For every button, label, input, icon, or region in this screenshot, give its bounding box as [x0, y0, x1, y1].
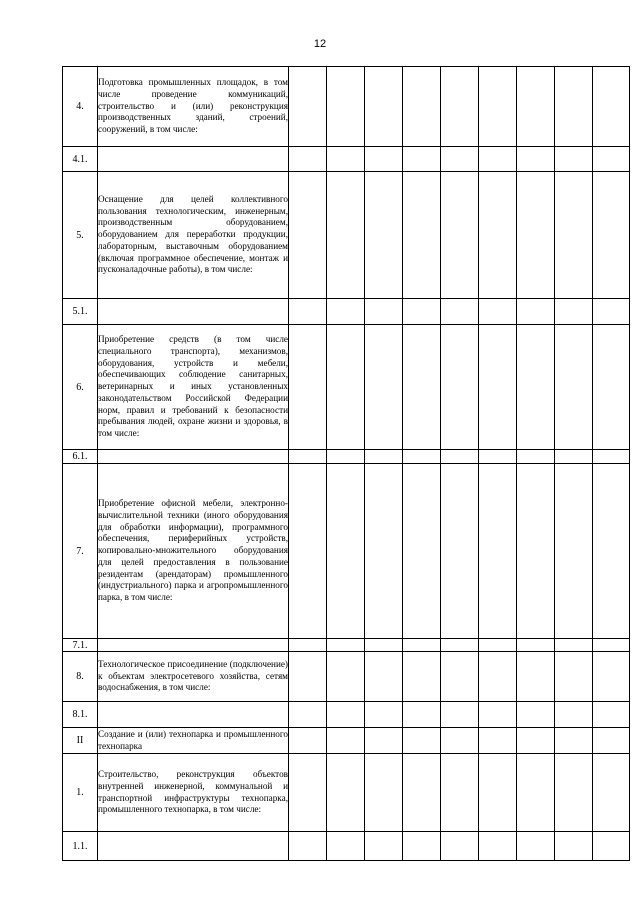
empty-cell: [403, 728, 441, 754]
empty-cell: [365, 172, 403, 299]
empty-cell: [365, 147, 403, 172]
empty-cell: [365, 728, 403, 754]
row-number: 6.: [63, 325, 98, 450]
empty-cell: [517, 702, 555, 728]
empty-cell: [289, 172, 327, 299]
table-row: [63, 832, 630, 861]
empty-cell: [517, 299, 555, 325]
row-number: 8.: [63, 652, 98, 702]
empty-cell: [517, 832, 555, 861]
row-number: 8.1.: [63, 702, 98, 728]
empty-cell: [555, 702, 593, 728]
empty-cell: [327, 832, 365, 861]
row-number: 1.: [63, 754, 98, 832]
table-row: [63, 299, 630, 325]
empty-cell: [289, 147, 327, 172]
empty-cell: [555, 464, 593, 639]
row-description: Подготовка промышленных площадок, в том числе проведение коммуникаций, строительство и (или) реконструкция производственных зданий, строений, сооружений, в том числе:: [98, 67, 289, 147]
empty-cell: [327, 639, 365, 652]
empty-cell: [403, 464, 441, 639]
empty-cell: [517, 754, 555, 832]
table-row: [63, 325, 630, 450]
empty-cell: [517, 450, 555, 464]
empty-cell: [441, 67, 479, 147]
empty-cell: [593, 325, 630, 450]
empty-cell: [593, 147, 630, 172]
empty-cell: [403, 652, 441, 702]
row-number: 1.1.: [63, 832, 98, 861]
empty-cell: [555, 754, 593, 832]
empty-cell: [479, 652, 517, 702]
empty-cell: [289, 702, 327, 728]
empty-cell: [555, 832, 593, 861]
empty-cell: [593, 464, 630, 639]
empty-cell: [593, 299, 630, 325]
empty-cell: [441, 464, 479, 639]
table-row: [63, 652, 630, 702]
empty-cell: [555, 652, 593, 702]
table-row: [63, 639, 630, 652]
empty-cell: [403, 702, 441, 728]
empty-cell: [289, 299, 327, 325]
empty-cell: [593, 67, 630, 147]
empty-cell: [555, 450, 593, 464]
empty-cell: [289, 464, 327, 639]
empty-cell: [327, 754, 365, 832]
table-row: [63, 147, 630, 172]
empty-cell: [327, 299, 365, 325]
empty-cell: [403, 325, 441, 450]
empty-cell: [555, 67, 593, 147]
row-description: Технологическое присоединение (подключение) к объектам электросетевого хозяйства, сетям водоснабжения, в том числе:: [98, 652, 289, 702]
empty-cell: [441, 299, 479, 325]
empty-cell: [555, 299, 593, 325]
empty-cell: [327, 450, 365, 464]
empty-cell: [403, 639, 441, 652]
row-number: 5.1.: [63, 299, 98, 325]
empty-cell: [479, 450, 517, 464]
empty-cell: [365, 464, 403, 639]
empty-cell: [289, 754, 327, 832]
row-description: Строительство, реконструкция объектов внутренней инженерной, коммунальной и транспортной инфраструктуры технопарка, промышленного технопарка, в том числе:: [98, 754, 289, 832]
empty-cell: [517, 172, 555, 299]
row-description: [98, 639, 289, 652]
empty-cell: [517, 639, 555, 652]
empty-cell: [555, 728, 593, 754]
empty-cell: [441, 450, 479, 464]
row-description: [98, 832, 289, 861]
page-number: 12: [313, 38, 327, 50]
table-row: [63, 464, 630, 639]
empty-cell: [327, 325, 365, 450]
row-description: Приобретение офисной мебели, электронно-вычислительной техники (иного оборудования для обработки информации), программного обеспечения, периферийных устройств, копировально-множительного оборудования для целей предоставления в пользование резидентам (арендаторам) промышленного (индустриального) парка и агропромышленного парка, в том числе:: [98, 464, 289, 639]
empty-cell: [555, 147, 593, 172]
empty-cell: [327, 702, 365, 728]
empty-cell: [365, 652, 403, 702]
empty-cell: [289, 639, 327, 652]
empty-cell: [403, 147, 441, 172]
empty-cell: [327, 67, 365, 147]
empty-cell: [365, 325, 403, 450]
empty-cell: [403, 67, 441, 147]
row-number: 5.: [63, 172, 98, 299]
table-row: [63, 67, 630, 147]
row-description: [98, 299, 289, 325]
empty-cell: [555, 639, 593, 652]
empty-cell: [441, 325, 479, 450]
table-row: [63, 728, 630, 754]
empty-cell: [479, 172, 517, 299]
row-description: [98, 702, 289, 728]
empty-cell: [593, 652, 630, 702]
empty-cell: [479, 832, 517, 861]
empty-cell: [593, 754, 630, 832]
row-number: 7.1.: [63, 639, 98, 652]
empty-cell: [593, 172, 630, 299]
empty-cell: [403, 172, 441, 299]
empty-cell: [479, 702, 517, 728]
empty-cell: [327, 728, 365, 754]
empty-cell: [289, 728, 327, 754]
empty-cell: [517, 147, 555, 172]
row-number: 7.: [63, 464, 98, 639]
table-row: [63, 172, 630, 299]
empty-cell: [289, 652, 327, 702]
row-description: Оснащение для целей коллективного пользования технологическим, инженерным, производственным оборудованием, оборудованием для переработки продукции, лабораторным, выставочным оборудованием (включая программное обеспечение, монтаж и пусконаладочные работы), в том числе:: [98, 172, 289, 299]
empty-cell: [479, 754, 517, 832]
empty-cell: [289, 450, 327, 464]
empty-cell: [555, 325, 593, 450]
empty-cell: [289, 67, 327, 147]
empty-cell: [479, 639, 517, 652]
empty-cell: [441, 172, 479, 299]
empty-cell: [555, 172, 593, 299]
empty-cell: [479, 147, 517, 172]
empty-cell: [517, 652, 555, 702]
empty-cell: [327, 147, 365, 172]
empty-cell: [365, 832, 403, 861]
empty-cell: [441, 754, 479, 832]
empty-cell: [365, 702, 403, 728]
empty-cell: [441, 832, 479, 861]
empty-cell: [289, 325, 327, 450]
budget-table: [62, 66, 630, 861]
row-description: Создание и (или) технопарка и промышленного технопарка: [98, 728, 289, 754]
empty-cell: [593, 702, 630, 728]
empty-cell: [441, 652, 479, 702]
row-description: [98, 147, 289, 172]
empty-cell: [289, 832, 327, 861]
empty-cell: [479, 464, 517, 639]
empty-cell: [441, 147, 479, 172]
empty-cell: [517, 325, 555, 450]
empty-cell: [479, 299, 517, 325]
empty-cell: [479, 325, 517, 450]
empty-cell: [365, 299, 403, 325]
empty-cell: [479, 728, 517, 754]
row-number: 4.1.: [63, 147, 98, 172]
empty-cell: [593, 832, 630, 861]
empty-cell: [593, 728, 630, 754]
empty-cell: [517, 464, 555, 639]
table-row: [63, 754, 630, 832]
empty-cell: [593, 639, 630, 652]
empty-cell: [441, 639, 479, 652]
empty-cell: [403, 299, 441, 325]
row-number: 4.: [63, 67, 98, 147]
empty-cell: [441, 728, 479, 754]
empty-cell: [327, 464, 365, 639]
empty-cell: [403, 754, 441, 832]
empty-cell: [365, 639, 403, 652]
empty-cell: [365, 67, 403, 147]
empty-cell: [517, 728, 555, 754]
empty-cell: [327, 172, 365, 299]
empty-cell: [403, 832, 441, 861]
empty-cell: [441, 702, 479, 728]
empty-cell: [365, 450, 403, 464]
row-description: Приобретение средств (в том числе специального транспорта), механизмов, оборудования, устройств и мебели, обеспечивающих соблюдение санитарных, ветеринарных и иных установленных законодательством Российской Федерации норм, правил и требований к безопасности пребывания людей, охране жизни и здоровья, в том числе:: [98, 325, 289, 450]
empty-cell: [517, 67, 555, 147]
table-row: [63, 450, 630, 464]
table-row: [63, 702, 630, 728]
row-number: 6.1.: [63, 450, 98, 464]
row-number: II: [63, 728, 98, 754]
empty-cell: [403, 450, 441, 464]
empty-cell: [327, 652, 365, 702]
empty-cell: [593, 450, 630, 464]
row-description: [98, 450, 289, 464]
empty-cell: [365, 754, 403, 832]
empty-cell: [479, 67, 517, 147]
